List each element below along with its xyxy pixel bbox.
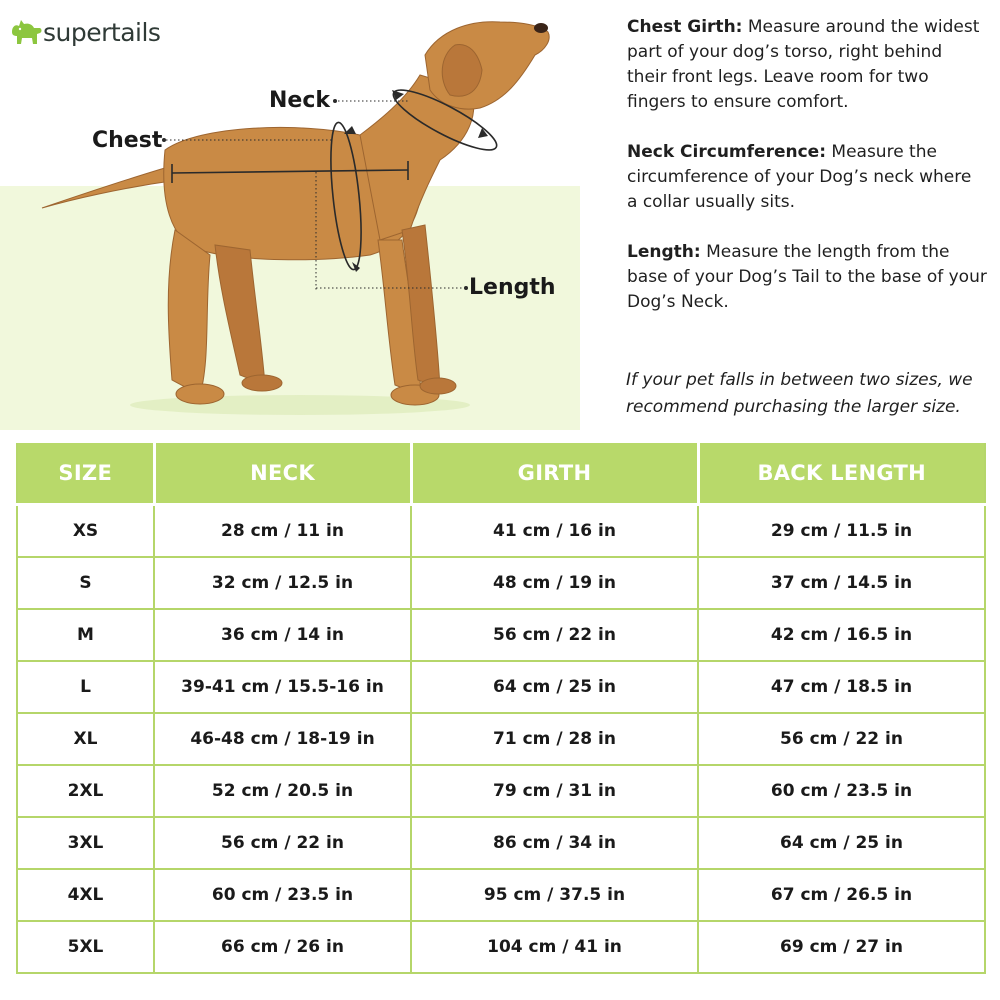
table-header-row: [17, 442, 985, 505]
dog-silhouette-icon: [10, 14, 44, 48]
table-row: [17, 505, 985, 558]
dog-illustration-svg: [0, 0, 600, 430]
cell-girth: 48 cm / 19 in: [411, 557, 698, 609]
cell-back-length: 67 cm / 26.5 in: [698, 869, 985, 921]
header-girth: GIRTH: [411, 442, 698, 505]
cell-back-length: 47 cm / 18.5 in: [698, 661, 985, 713]
cell-neck: 60 cm / 23.5 in: [154, 869, 411, 921]
cell-girth: 64 cm / 25 in: [411, 661, 698, 713]
cell-size: S: [17, 557, 154, 609]
length-text: Measure the length from the base of your Dog’s Tail to the base of your Dog’s Neck.: [627, 242, 987, 312]
length-description: [627, 240, 987, 315]
cell-girth: 86 cm / 34 in: [411, 817, 698, 869]
cell-back-length: 60 cm / 23.5 in: [698, 765, 985, 817]
chest-girth-text: Measure around the widest part of your dog’s torso, right behind their front legs. Leave room for two fingers to ensure comfort.: [627, 17, 980, 112]
table-row: [17, 869, 985, 921]
cell-size: XL: [17, 713, 154, 765]
neck-circumference-title: Neck Circumference:: [627, 142, 826, 162]
cell-neck: 46-48 cm / 18-19 in: [154, 713, 411, 765]
neck-label: Neck: [269, 88, 331, 113]
header-size: SIZE: [17, 442, 154, 505]
cell-size: 4XL: [17, 869, 154, 921]
cell-neck: 32 cm / 12.5 in: [154, 557, 411, 609]
cell-neck: 56 cm / 22 in: [154, 817, 411, 869]
cell-neck: 36 cm / 14 in: [154, 609, 411, 661]
neck-circumference-text: Measure the circumference of your Dog’s neck where a collar usually sits.: [627, 142, 972, 212]
cell-back-length: 37 cm / 14.5 in: [698, 557, 985, 609]
cell-size: XS: [17, 505, 154, 558]
cell-size: 3XL: [17, 817, 154, 869]
cell-back-length: 69 cm / 27 in: [698, 921, 985, 973]
cell-neck: 28 cm / 11 in: [154, 505, 411, 558]
length-title: Length:: [627, 242, 701, 262]
cell-girth: 95 cm / 37.5 in: [411, 869, 698, 921]
cell-back-length: 29 cm / 11.5 in: [698, 505, 985, 558]
cell-girth: 56 cm / 22 in: [411, 609, 698, 661]
header-back-length: BACK LENGTH: [698, 442, 985, 505]
neck-circumference-description: [627, 140, 987, 215]
size-table: [16, 440, 986, 974]
cell-size: 5XL: [17, 921, 154, 973]
table-row: [17, 921, 985, 973]
table-row: [17, 661, 985, 713]
chest-girth-description: [627, 15, 987, 115]
cell-girth: 71 cm / 28 in: [411, 713, 698, 765]
cell-back-length: 64 cm / 25 in: [698, 817, 985, 869]
brand-name: supertails: [43, 18, 161, 47]
cell-girth: 79 cm / 31 in: [411, 765, 698, 817]
table-row: [17, 817, 985, 869]
cell-size: L: [17, 661, 154, 713]
chest-label: Chest: [92, 128, 163, 153]
length-label: Length: [469, 275, 556, 300]
cell-size: M: [17, 609, 154, 661]
cell-neck: 39-41 cm / 15.5-16 in: [154, 661, 411, 713]
sizing-note: If your pet falls in between two sizes, we recommend purchasing the larger size.: [626, 370, 973, 417]
chest-girth-title: Chest Girth:: [627, 17, 743, 37]
cell-neck: 52 cm / 20.5 in: [154, 765, 411, 817]
cell-back-length: 42 cm / 16.5 in: [698, 609, 985, 661]
table-row: [17, 609, 985, 661]
table-row: [17, 713, 985, 765]
cell-girth: 104 cm / 41 in: [411, 921, 698, 973]
brand-logo: [10, 14, 160, 54]
table-row: [17, 765, 985, 817]
cell-neck: 66 cm / 26 in: [154, 921, 411, 973]
cell-size: 2XL: [17, 765, 154, 817]
header-neck: NECK: [154, 442, 411, 505]
cell-back-length: 56 cm / 22 in: [698, 713, 985, 765]
table-row: [17, 557, 985, 609]
cell-girth: 41 cm / 16 in: [411, 505, 698, 558]
dog-measurement-illustration: [0, 0, 600, 430]
